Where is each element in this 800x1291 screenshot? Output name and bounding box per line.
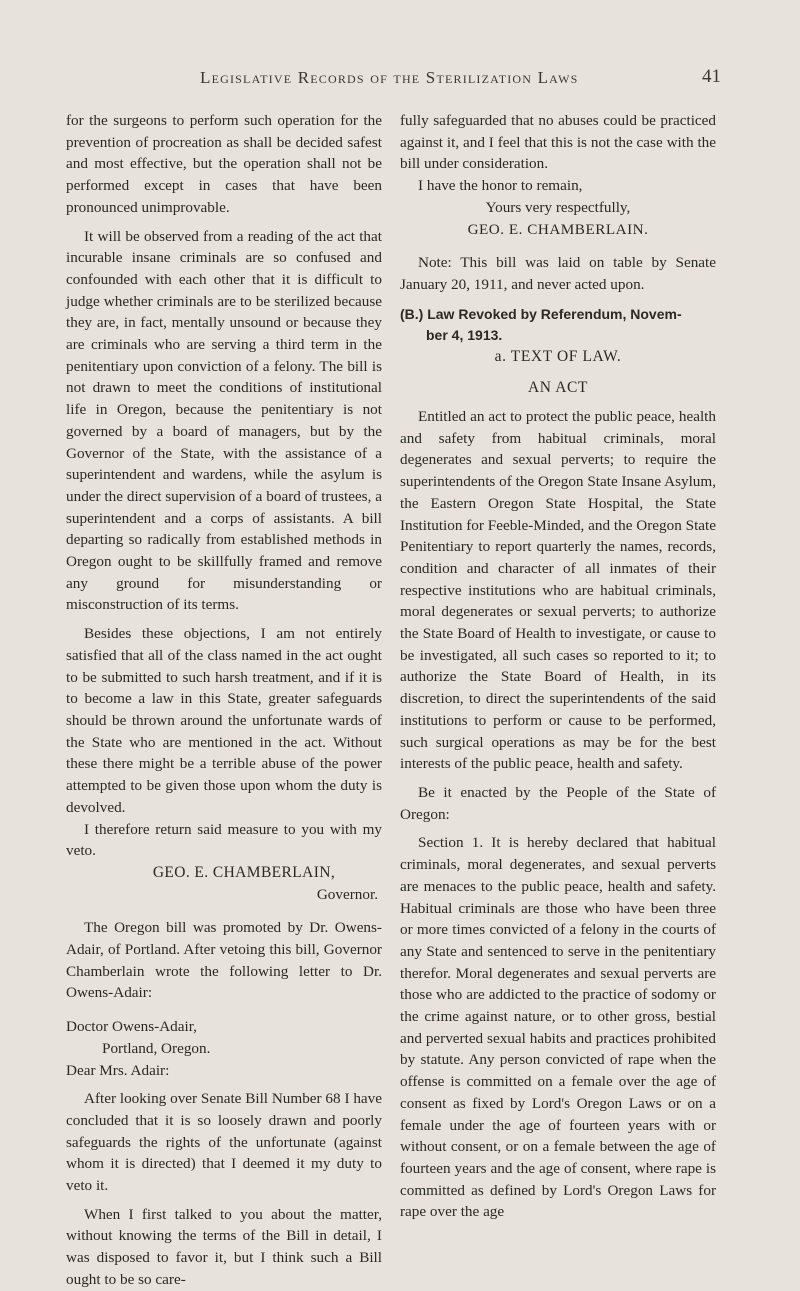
paragraph-veto: I therefore return said measure to you with my veto. <box>66 820 382 860</box>
address-line-2: Portland, Oregon. <box>102 1039 211 1057</box>
left-column <box>66 110 382 1291</box>
paragraph-continued: for the surgeons to perform such operation for the prevention of procreation as shall be decided safest and most effective, but the operation shall not be performed except in cases that have been pronounced unimprovable. <box>66 112 382 216</box>
running-title: Legislative Records of the Sterilization Laws <box>200 68 579 87</box>
letter-closing: Yours very respectfully, <box>485 198 631 216</box>
paragraph-safeguards: Besides these objections, I am not entirely satisfied that all of the class named in the act ought to be submitted to such harsh treatment, and if it is to become a law in this State, greater safeguards should be thrown around the unfortunate wards of the State who are mentioned in the act. Without these there might be a terrible abuse of the power attempted to be given those upon whom the duty is devolved. <box>66 625 382 816</box>
signature-title: Governor. <box>316 885 378 903</box>
paragraph-objections: It will be observed from a reading of the act that incurable insane criminals are so confused and confounded with each other that it is difficult to judge whether criminals are to be sterilized because they are, in fact, mentally unsound or because they are criminals who are serving a third term in the penitentiary upon conviction of a felony. The bill is not drawn to meet the conditions of institutional life in Oregon, because the penitentiary is not governed by a board of managers, but by the Governor of the State, with the assistance of a superintendent and wardens, while the asylum is under the direct supervision of a board of trustees, a superintendent and a corps of assistants. A bill departing so radically from established methods in Oregon ought to be skillfully framed and remove any ground for misunderstanding or misconstruction of its terms. <box>66 227 382 614</box>
paragraph-letter-continued: fully safeguarded that no abuses could be practiced against it, and I feel that this is not the case with the bill under consideration. <box>400 112 716 173</box>
page-number: 41 <box>702 66 721 87</box>
section-heading-line-1: (B.) Law Revoked by Referendum, Novem- <box>400 305 682 322</box>
salutation: Dear Mrs. Adair: <box>66 1061 170 1079</box>
note-paragraph: Note: This bill was laid on table by Senate January 20, 1911, and never acted upon. <box>400 254 716 293</box>
section-heading <box>400 304 716 346</box>
address-line-1: Doctor Owens-Adair, <box>66 1018 197 1036</box>
paragraph-promoter: The Oregon bill was promoted by Dr. Owens-Adair, of Portland. After vetoing this bill, Governor Chamberlain wrote the following letter to Dr. Owens-Adair: <box>66 919 382 1002</box>
paragraph-section-1: Section 1. It is hereby declared that habitual criminals, moral degenerates, and sexual perverts are menaces to the public peace, health and safety. Habitual criminals are those who have been three or more times convicted of a felony in the courts of any State and sentenced to serve in the penitentiary therefor. Moral degenerates and sexual perverts are those who are addicted to the practice of sodomy or the crime against nature, or to other gross, bestial and perverted sexual habits and practices prohibited by statute. Any person convicted of rape when the offense is committed on a female over the age of consent as fixed by Lord's Oregon Laws or on a female under the age of fourteen years with or without consent, or on a female between the age of fourteen years and the age of consent, where rape is committed as defined by Lord's Oregon Laws for rape over the age <box>400 834 716 1221</box>
paragraph-act-entitled: Entitled an act to protect the public peace, health and safety from habitual criminals, moral degenerates and sexual perverts; to require the superintendents of the Oregon State Insane Asylum, the Eastern Oregon State Hospital, the State Institution for Feeble-Minded, and the Oregon State Penitentiary to report quarterly the names, records, condition and character of all inmates of their respective institutions who are habitual criminals, moral degenerates or sexual perverts; to authorize the State Board of Health to investigate, or cause to be investigated, all such cases so reported to it; to authorize the State Board of Health, in its discretion, to direct the superintendents of the said institutions to perform or cause to be performed, such surgical operations as may be for the best interests of the public peace, health and safety. <box>400 408 716 773</box>
signature-name: GEO. E. CHAMBERLAIN, <box>152 863 336 881</box>
right-column <box>400 110 716 1223</box>
sub-heading: a. TEXT OF LAW. <box>494 347 622 365</box>
act-title: AN ACT <box>527 379 588 397</box>
page-header <box>0 66 800 96</box>
paragraph-letter-2: When I first talked to you about the matter, without knowing the terms of the Bill in detail, I was disposed to favor it, but I think such a Bill ought to be so care- <box>66 1205 382 1288</box>
paragraph-honor: I have the honor to remain, <box>418 177 583 195</box>
paragraph-enacting-clause: Be it enacted by the People of the State of Oregon: <box>400 783 716 823</box>
paragraph-letter-1: After looking over Senate Bill Number 68 I have concluded that it is so loosely drawn and poorly safeguards the rights of the unfortunate (against whom it is directed) that I deemed it my duty to veto it. <box>66 1090 382 1195</box>
section-heading-line-2: ber 4, 1913. <box>426 326 503 343</box>
letter-signature: GEO. E. CHAMBERLAIN. <box>467 220 649 238</box>
